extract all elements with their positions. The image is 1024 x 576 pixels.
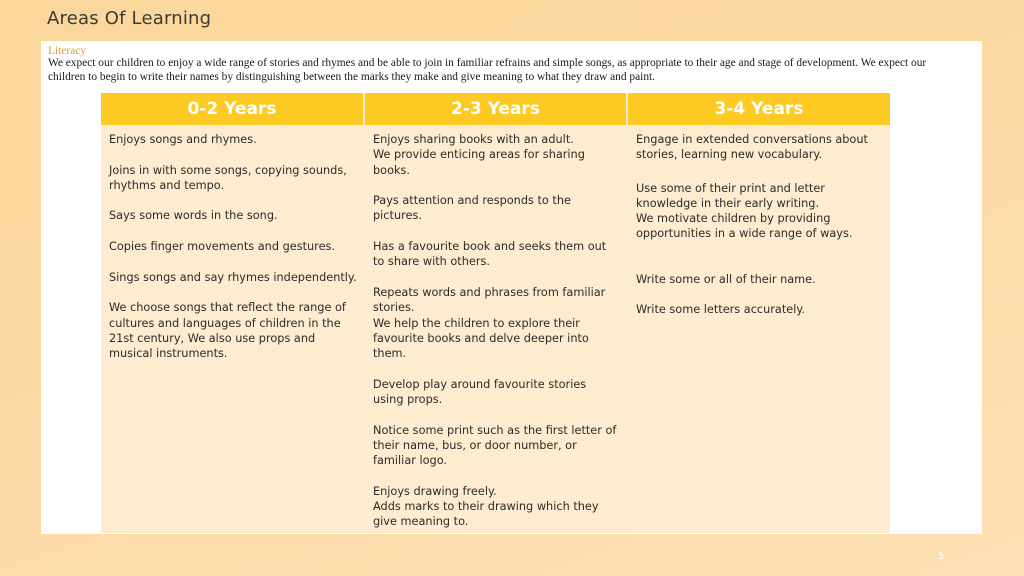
- column-list: [365, 127, 626, 530]
- list-item: Joins in with some songs, copying sounds, rhythms and tempo.: [109, 163, 347, 192]
- intro-paragraph: We expect our children to enjoy a wide range of stories and rhymes and be able to join in familiar refrains and simple songs, as appropriate to their age and stage of development. We expect our children to begin to write their names by distinguishing between the marks they make and give meaning to what they draw and paint.: [48, 57, 927, 83]
- column-list: [101, 127, 363, 361]
- content-panel: [41, 41, 982, 534]
- list-item: We choose songs that reflect the range of cultures and languages of children in the 21st century, We also use props and musical instruments.: [109, 301, 346, 361]
- section-heading: Literacy: [48, 45, 86, 57]
- column-header-3-4: 3-4 Years: [628, 93, 890, 125]
- list-item: Repeats words and phrases from familiar stories. We help the children to explore their favourite books and delve deeper into them.: [373, 285, 606, 361]
- list-item: Write some or all of their name.: [636, 272, 816, 286]
- learning-table: [101, 93, 890, 533]
- list-item: Copies finger movements and gestures.: [109, 240, 336, 254]
- list-item: Use some of their print and letter knowledge in their early writing. We motivate children by providing opportunities in a wide range of ways.: [636, 181, 853, 241]
- list-item: Pays attention and responds to the pictures.: [373, 194, 571, 223]
- list-item: Engage in extended conversations about stories, learning new vocabulary.: [636, 133, 868, 162]
- intro-block: [48, 45, 928, 84]
- list-item: Enjoys drawing freely. Adds marks to their drawing which they give meaning to.: [373, 484, 599, 529]
- column-list: [628, 127, 890, 318]
- list-item: Enjoys songs and rhymes.: [109, 133, 257, 146]
- column-0-2: [101, 127, 363, 533]
- list-item: Has a favourite book and seeks them out to share with others.: [373, 240, 607, 269]
- slide-title: Areas Of Learning: [47, 8, 212, 29]
- column-3-4: [628, 127, 890, 533]
- list-item: Notice some print such as the first letter of their name, bus, or door number, or familiar logo.: [373, 423, 617, 468]
- list-item: Enjoys sharing books with an adult. We provide enticing areas for sharing books.: [373, 133, 585, 177]
- column-header-0-2: 0-2 Years: [101, 93, 363, 125]
- page-number: 5: [938, 552, 944, 562]
- list-item: Sings songs and say rhymes independently.: [109, 270, 357, 284]
- column-2-3: [365, 127, 626, 533]
- list-item: Develop play around favourite stories using props.: [373, 377, 587, 407]
- list-item: Write some letters accurately.: [636, 303, 806, 317]
- list-item: Says some words in the song.: [109, 209, 278, 223]
- column-header-2-3: 2-3 Years: [365, 93, 626, 125]
